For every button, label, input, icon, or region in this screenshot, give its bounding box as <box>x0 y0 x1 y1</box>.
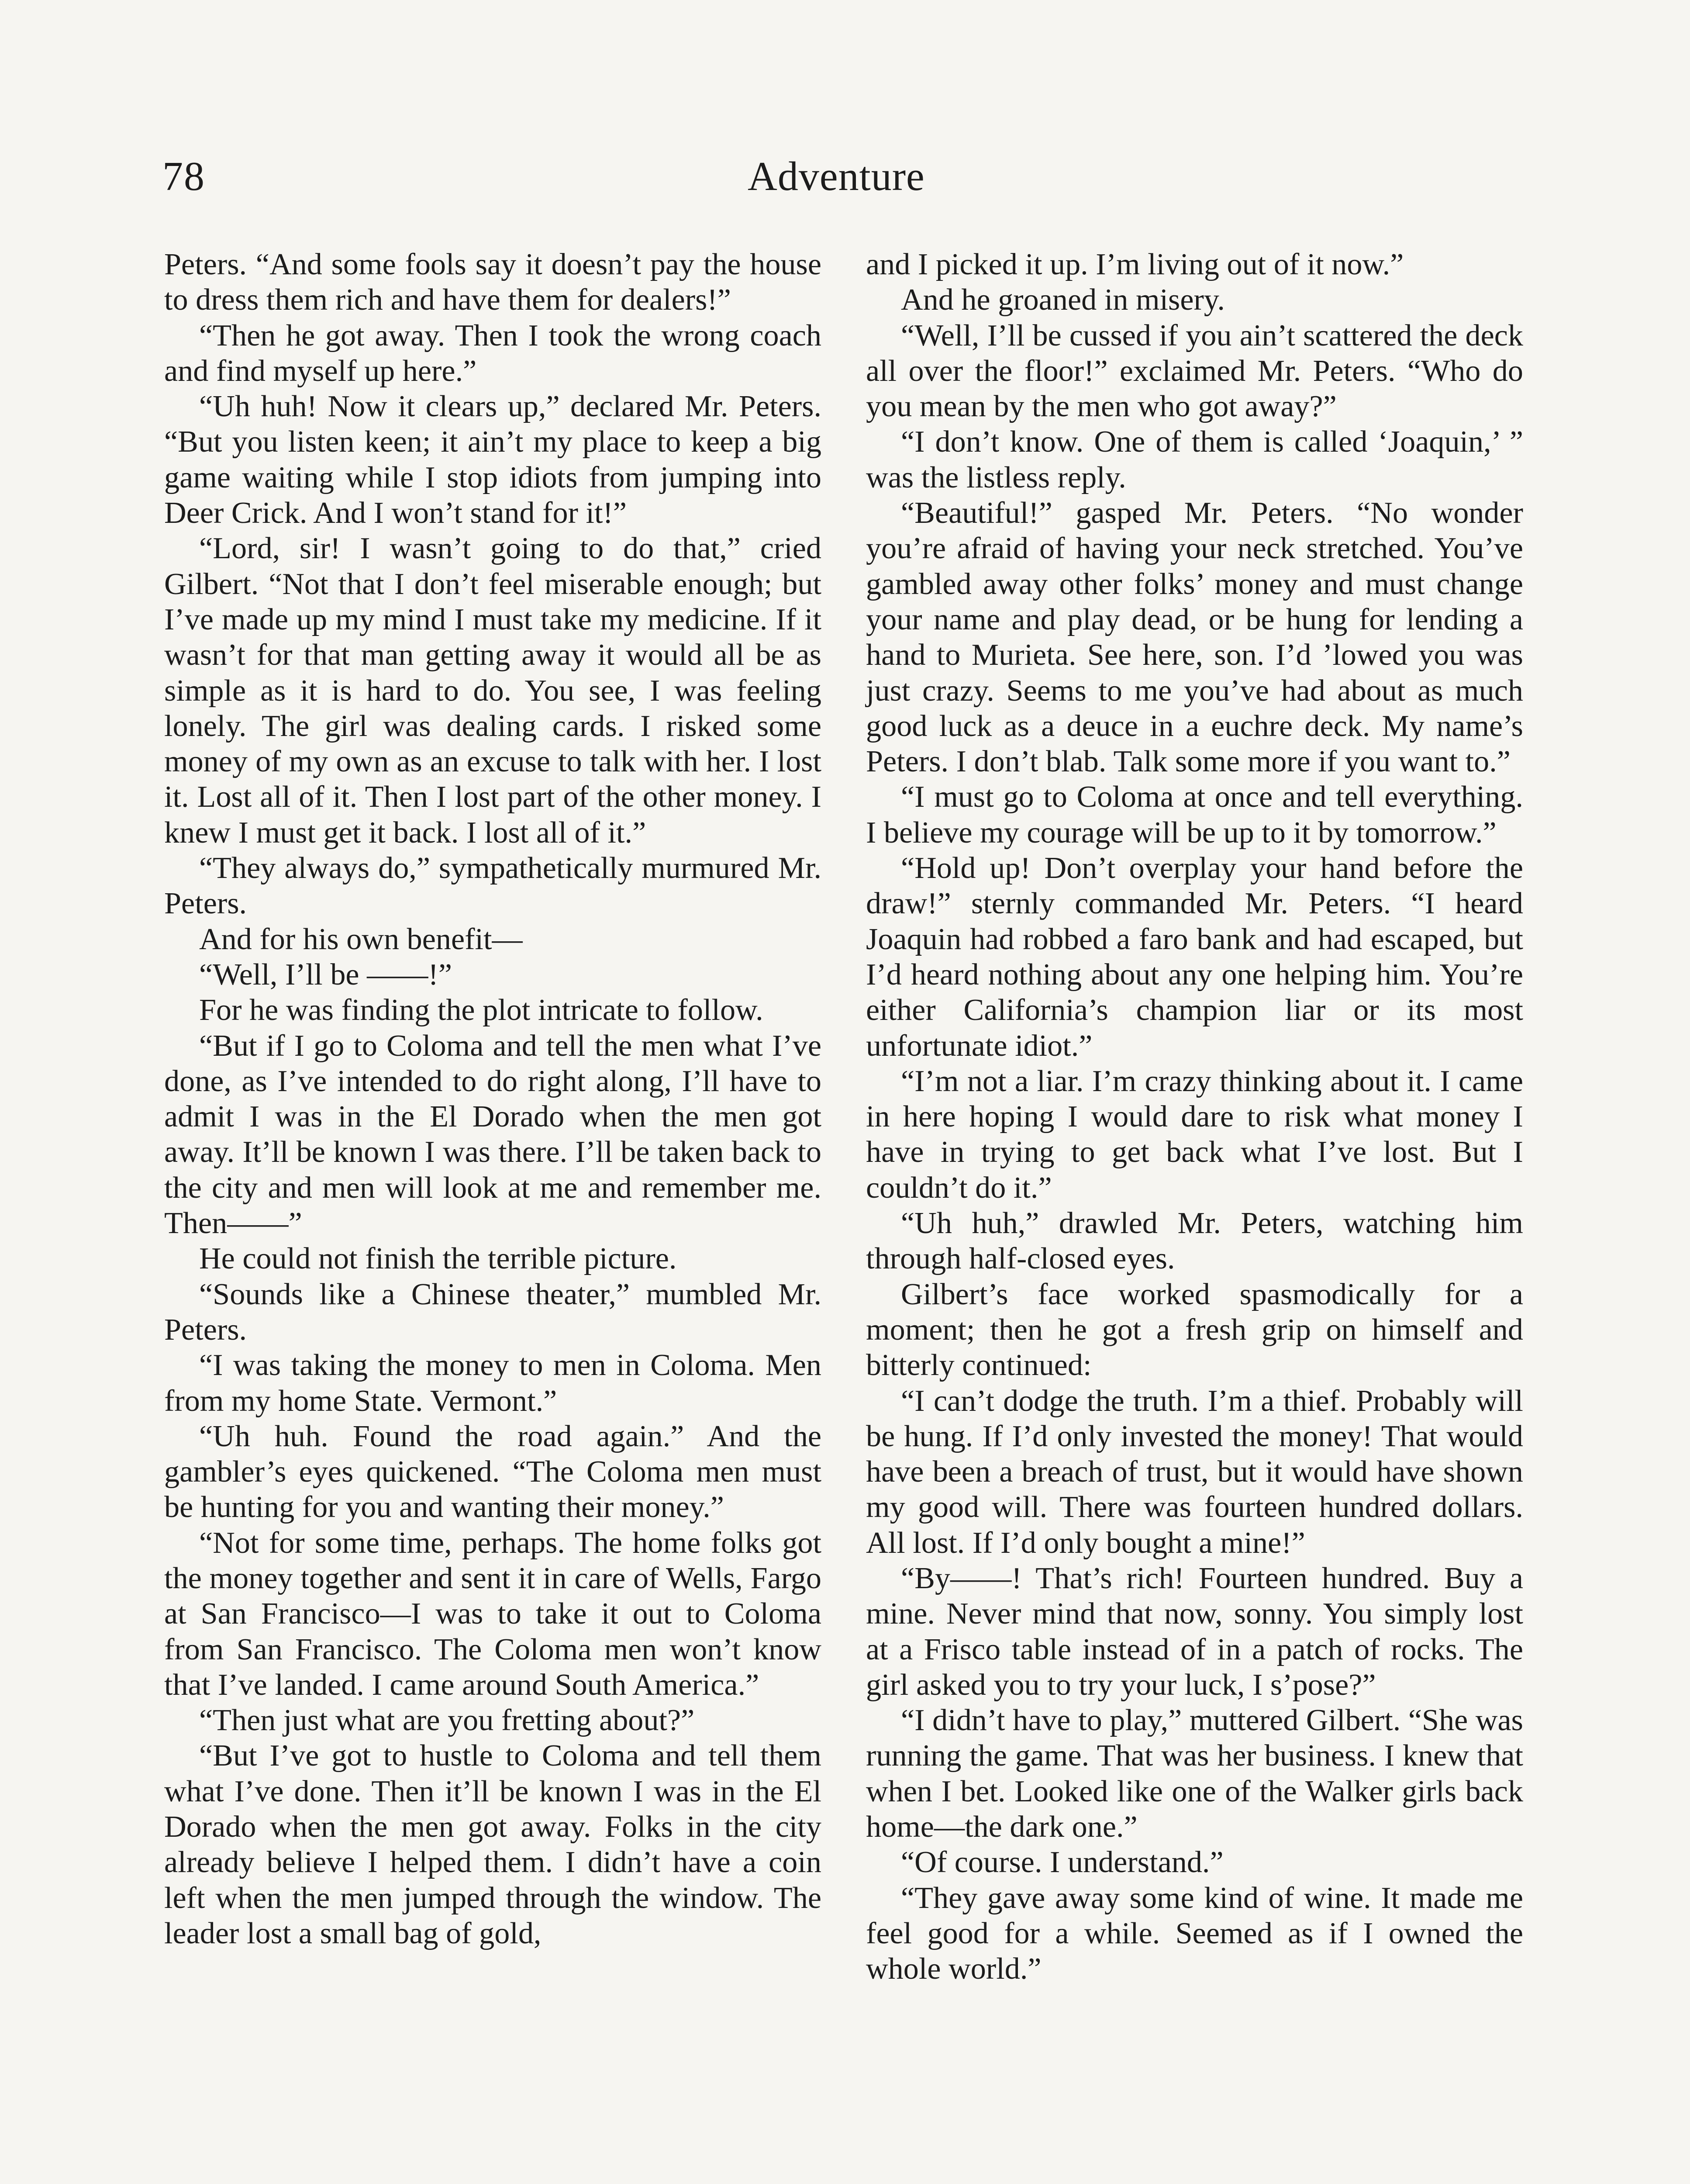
running-head: Adventure <box>748 154 925 199</box>
page-number: 78 <box>162 154 205 199</box>
paragraph: Gilbert’s face worked spasmodically for a moment; then he got a fresh grip on himself and bitterly continued: <box>866 1277 1523 1382</box>
paragraph: “I was taking the money to men in Coloma. Men from my home State. Vermont.” <box>164 1348 821 1418</box>
paragraph: “I’m not a liar. I’m crazy thinking about it. I came in here hoping I would dare to risk what money I have in trying to get back what I’ve lost. But I couldn’t do it.” <box>866 1064 1523 1205</box>
paragraph: and I picked it up. I’m living out of it now.” <box>866 247 1404 281</box>
paragraph: “Lord, sir! I wasn’t going to do that,” cried Gilbert. “Not that I don’t feel miserable enough; but I’ve made up my mind I must take my medicine. If it wasn’t for that man getting away it would all be as simple as it is hard to do. You see, I was feeling lonely. The girl was dealing cards. I risked some money of my own as an excuse to talk with her. I lost it. Lost all of it. Then I lost part of the other money. I knew I must get it back. I lost all of it.” <box>164 531 821 850</box>
paragraph: “But if I go to Coloma and tell the men what I’ve done, as I’ve intended to do right along, I’ll have to admit I was in the El Dorado when the men got away. It’ll be known I was there. I’ll be taken back to the city and men will look at me and remember me. Then——” <box>164 1028 821 1241</box>
paragraph: Peters. “And some fools say it doesn’t pay the house to dress them rich and have them for dealers!” <box>164 247 821 317</box>
paragraph: “I must go to Coloma at once and tell everything. I believe my courage will be up to it by tomorrow.” <box>866 780 1523 850</box>
paragraph: “Uh huh! Now it clears up,” declared Mr. Peters. “But you listen keen; it ain’t my place to keep a big game waiting while I stop idiots from jumping into Deer Crick. And I won’t stand for it!” <box>164 389 821 530</box>
paragraph: “By——! That’s rich! Fourteen hundred. Buy a mine. Never mind that now, sonny. You simply lost at a Frisco table instead of in a patch of rocks. The girl asked you to try your luck, I s’pose?” <box>866 1561 1523 1702</box>
paragraph: “Not for some time, perhaps. The home folks got the money together and sent it in care of Wells, Fargo at San Francisco—I was to take it out to Coloma from San Francisco. The Coloma men won’t know that I’ve landed. I came around South America.” <box>164 1525 821 1702</box>
paragraph: “But I’ve got to hustle to Coloma and tell them what I’ve done. Then it’ll be known I was in the El Dorado when the men got away. Folks in the city already believe I helped them. I didn’t have a coin left when the men jumped through the window. The leader lost a small bag of gold, <box>164 1738 821 1950</box>
paragraph: For he was finding the plot intricate to follow. <box>199 993 763 1027</box>
paragraph: “I didn’t have to play,” muttered Gilbert. “She was running the game. That was her business. I knew that when I bet. Looked like one of the Walker girls back home—the dark one.” <box>866 1703 1523 1844</box>
paragraph: “Well, I’ll be ——!” <box>199 957 452 992</box>
paragraph: He could not finish the terrible picture. <box>199 1241 677 1276</box>
paragraph: “They gave away some kind of wine. It made me feel good for a while. Seemed as if I owned the whole world.” <box>866 1880 1523 1986</box>
paragraph: “Uh huh,” drawled Mr. Peters, watching him through half-closed eyes. <box>866 1206 1523 1276</box>
paragraph: “They always do,” sympathetically murmured Mr. Peters. <box>164 851 821 921</box>
paragraph: And he groaned in misery. <box>901 283 1225 317</box>
paragraph: “Then just what are you fretting about?” <box>199 1703 695 1738</box>
paragraph: “I don’t know. One of them is called ‘Joaquin,’ ” was the listless reply. <box>866 425 1523 494</box>
paragraph: And for his own benefit— <box>199 922 523 956</box>
paragraph: “Well, I’ll be cussed if you ain’t scattered the deck all over the floor!” exclaimed Mr. Peters. “Who do you mean by the men who got away?” <box>866 318 1523 424</box>
paragraph: “Beautiful!” gasped Mr. Peters. “No wonder you’re afraid of having your neck stretched. You’ve gambled away other folks’ money and must change your name and play dead, or be hung for lending a hand to Murieta. See here, son. I’d ’lowed you was just crazy. Seems to me you’ve had about as much good luck as a deuce in a euchre deck. My name’s Peters. I don’t blab. Talk some more if you want to.” <box>866 496 1523 779</box>
right-column <box>866 247 1523 1987</box>
paragraph: “I can’t dodge the truth. I’m a thief. Probably will be hung. If I’d only invested the money! That would have been a breach of trust, but it would have shown my good will. There was fourteen hundred dollars. All lost. If I’d only bought a mine!” <box>866 1383 1523 1560</box>
paragraph: “Of course. I understand.” <box>901 1845 1224 1880</box>
left-column <box>164 247 821 1951</box>
paragraph: “Then he got away. Then I took the wrong coach and find myself up here.” <box>164 318 821 388</box>
paragraph: “Sounds like a Chinese theater,” mumbled Mr. Peters. <box>164 1277 821 1347</box>
page-header <box>162 153 992 210</box>
paragraph: “Hold up! Don’t overplay your hand before the draw!” sternly commanded Mr. Peters. “I heard Joaquin had robbed a faro bank and had escaped, but I’d heard nothing about any one helping him. You’re either California’s champion liar or its most unfortunate idiot.” <box>866 851 1523 1063</box>
paragraph: “Uh huh. Found the road again.” And the gambler’s eyes quickened. “The Coloma men must be hunting for you and wanting their money.” <box>164 1419 821 1524</box>
